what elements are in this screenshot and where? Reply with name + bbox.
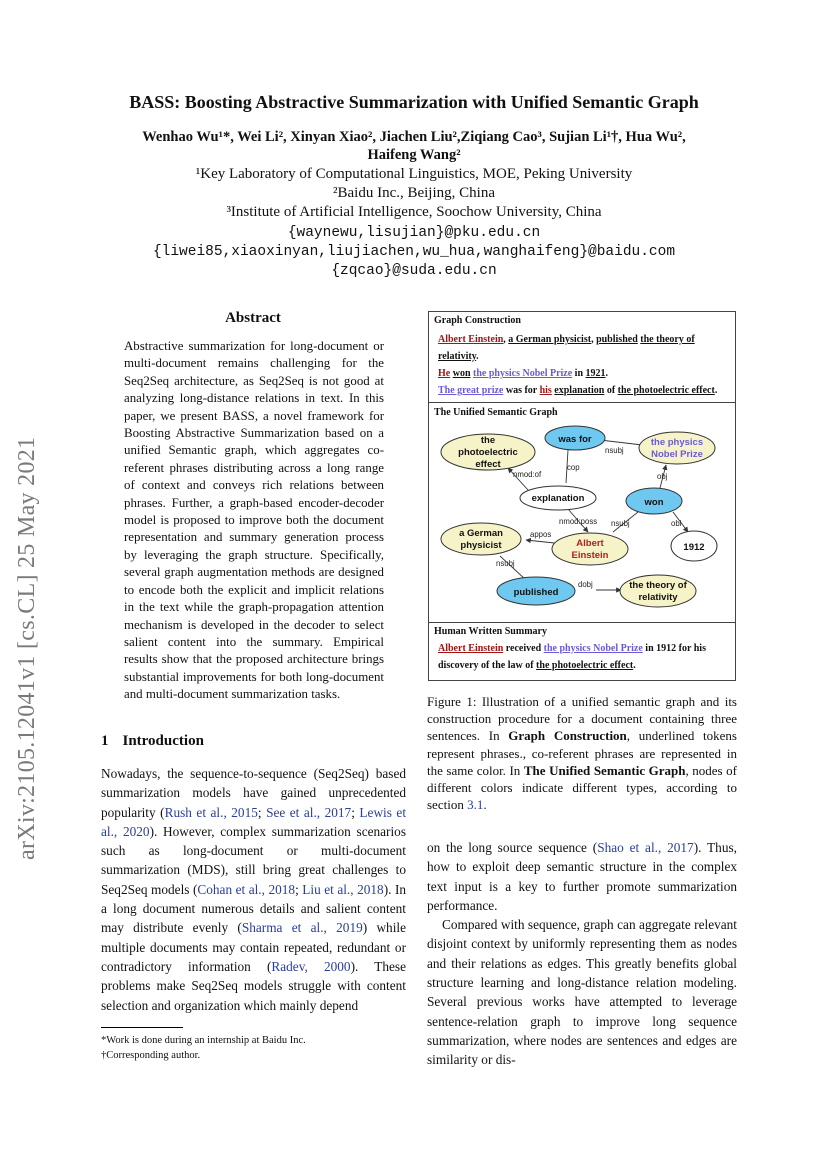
edge-label: nsubj	[605, 446, 624, 455]
unified-graph-heading: The Unified Semantic Graph	[434, 407, 558, 418]
edge-label: obl	[671, 519, 682, 528]
introduction-paragraph: Nowadays, the sequence-to-sequence (Seq2Seq) based summarization models have gained unprecedented popularity (Rush et al., 2015; See et al., 2017; Lewis et al., 2020). However, complex summarization scenarios such as long-document or multi-document summarization (MDS), still bring great challenges to Seq2Seq models (Cohan et al., 2018; Liu et al., 2018). In a long document numerous details and salient content may distribute evenly (Sharma et al., 2019) while multiple documents may contain repeated, redundant or contradictory information (Radev, 2000). These problems make Seq2Seq models struggle with content selection and organization which mainly depend	[101, 766, 407, 1013]
citation-link[interactable]: Rush et al., 2015	[164, 804, 258, 820]
affiliation-2: ²Baidu Inc., Beijing, China	[333, 185, 495, 201]
citation-link[interactable]: Sharma et al., 2019	[241, 920, 363, 936]
edge-label: nmod:poss	[559, 517, 598, 526]
summary-text: Albert Einstein received the physics Nobel Prize in 1912 for his discovery of the law of the photoelectric effect.	[438, 643, 706, 671]
node-label: physicist	[460, 540, 502, 551]
paragraph: Compared with sequence, graph can aggregate relevant disjoint context by uniformly representing them as nodes and their relations as edges. This greatly benefits global structure learning and long-distance relation modeling. Several previous works have attempted to leverage sentence-relation graph to improve long sequence summarization, where nodes are sentences and edges are similarity or dis-	[427, 917, 737, 1068]
sentence-1: Albert Einstein, a German physicist, published the theory of relativity.	[438, 334, 695, 362]
paper-title: BASS: Boosting Abstractive Summarization with Unified Semantic Graph	[129, 92, 699, 112]
node-label: effect	[475, 459, 501, 470]
section-number: 1	[101, 733, 109, 749]
node-label: the physics	[650, 437, 704, 448]
figure-divider	[428, 622, 736, 623]
author-line-2: Haifeng Wang²	[367, 147, 461, 163]
sentence-2: He won the physics Nobel Prize in 1921.	[438, 368, 609, 379]
node-label: explanation	[531, 493, 585, 504]
footnote-2: †Corresponding author.	[101, 1050, 201, 1061]
right-column-text	[427, 838, 737, 1070]
figure-caption: Figure 1: Illustration of a unified semantic graph and its construction procedure for a document containing three sentences. In Graph Construction, underlined tokens represent phrases., co-referent phrases are represented in the same color. In The Unified Semantic Graph, nodes of different colors indicate different types, according to section 3.1.	[427, 694, 737, 813]
arxiv-side-label: arXiv:2105.12041v1 [cs.CL] 25 May 2021	[14, 436, 40, 860]
citation-link[interactable]: Liu et al., 2018	[302, 881, 384, 897]
paragraph: on the long source sequence (Shao et al., 2017). Thus, how to exploit deep semantic structure in the complex text input is a key to further promote summarization performance.	[427, 840, 737, 913]
edge-label: nsubj	[611, 519, 630, 528]
semantic-graph	[428, 420, 736, 620]
affiliation-3: ³Institute of Artificial Intelligence, Soochow University, China	[226, 204, 602, 220]
affiliation-1: ¹Key Laboratory of Computational Linguistics, MOE, Peking University	[195, 166, 633, 182]
node-label: the theory of	[629, 580, 687, 591]
node-label: photoelectric	[458, 447, 518, 458]
edge-label: dobj	[578, 580, 593, 589]
node-label: won	[644, 497, 664, 508]
section-link[interactable]: 3.1	[467, 797, 484, 813]
section-title: Introduction	[122, 733, 204, 749]
node-label: 1912	[683, 542, 705, 553]
node-label: Einstein	[571, 550, 609, 561]
citation-link[interactable]: Cohan et al., 2018	[197, 881, 296, 897]
author-list	[100, 128, 728, 164]
citation-link[interactable]: See et al., 2017	[266, 804, 352, 820]
citation-link[interactable]: Lewis et al., 2020	[101, 804, 407, 839]
node-label: the	[480, 435, 496, 446]
sentence-3: The great prize was for his explanation of the photoelectric effect.	[438, 385, 718, 396]
edge-label: cop	[567, 463, 580, 472]
citation-link[interactable]: Radev, 2000	[271, 958, 351, 974]
node-label: published	[513, 587, 559, 598]
graph-construction-heading: Graph Construction	[434, 315, 521, 326]
edge-label: appos	[530, 530, 552, 539]
email-line-2: {liwei85,xiaoxinyan,liujiachen,wu_hua,wanghaifeng}@baidu.com	[152, 244, 676, 260]
node-label: a German	[459, 528, 503, 539]
node-label: Albert	[576, 538, 604, 549]
abstract-heading: Abstract	[225, 310, 281, 326]
node-label: was for	[558, 434, 592, 445]
summary-heading: Human Written Summary	[434, 626, 547, 637]
edge-label: nmod:of	[513, 470, 542, 479]
section-heading-introduction	[101, 733, 204, 750]
citation-link[interactable]: Shao et al., 2017	[597, 840, 694, 855]
edge-label: obj	[657, 472, 668, 481]
figure-divider	[428, 402, 736, 403]
edge-label: nsubj	[496, 559, 515, 568]
email-line-3: {zqcao}@suda.edu.cn	[331, 263, 497, 279]
node-label: Nobel Prize	[651, 449, 703, 460]
node-label: relativity	[638, 592, 678, 603]
footnote-rule	[101, 1027, 183, 1028]
footnote-1: *Work is done during an internship at Baidu Inc.	[101, 1035, 306, 1046]
abstract-text: Abstractive summarization for long-document or multi-document remains challenging for the Seq2Seq architecture, as Seq2Seq is not good at analyzing long-distance relations in text. In this paper, we present BASS, a novel framework for Boosting Abstractive Summarization based on a unified Semantic graph, which aggregates co-referent phrases distributing across a long range of context and conveys rich relations between phrases. Further, a graph-based encoder-decoder model is proposed to improve both the document representation and summary generation process by leveraging the graph structure. Specifically, several graph augmentation methods are designed to encode both the explicit and implicit relations in the text while the graph-propagation attention mechanism is developed in the decoder to select salient content into the summary. Empirical results show that the proposed architecture brings substantial improvements for both long-document and multi-document summarization tasks.	[124, 339, 384, 702]
email-line-1: {waynewu,lisujian}@pku.edu.cn	[287, 225, 541, 241]
construction-sentences	[438, 331, 730, 399]
author-line-1: Wenhao Wu¹*, Wei Li², Xinyan Xiao², Jiachen Liu²,Ziqiang Cao³, Sujian Li¹†, Hua Wu²,	[142, 129, 686, 145]
